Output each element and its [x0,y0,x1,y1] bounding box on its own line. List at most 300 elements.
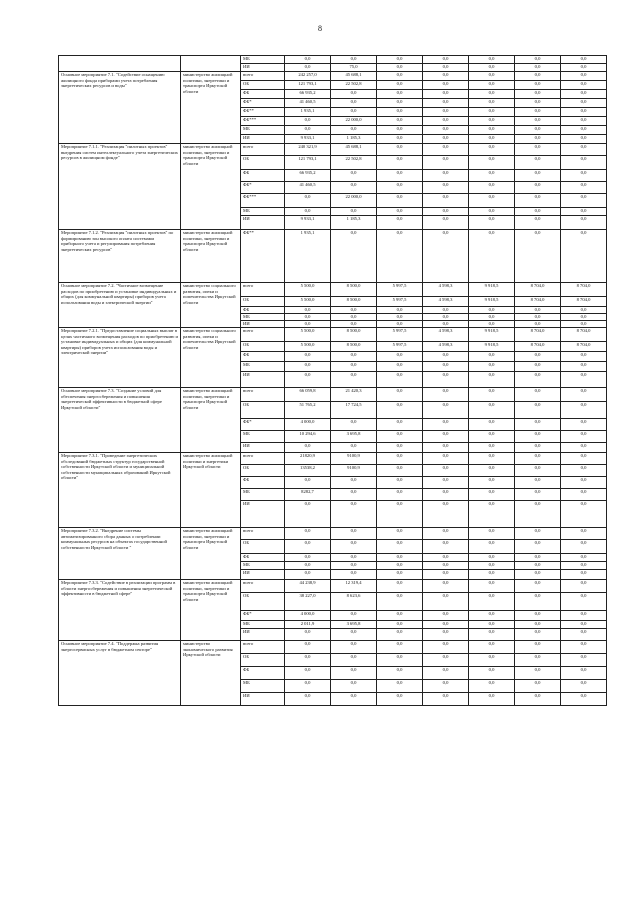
amount-cell: 121 793,1 [285,81,331,90]
funding-source: ОБ [241,593,285,611]
amount-cell: 9 918,5 [469,283,515,297]
amount-cell: 0,0 [377,680,423,693]
amount-cell: 9 918,5 [469,342,515,352]
amount-cell: 0,0 [377,64,423,72]
amount-cell: 0,0 [515,90,561,99]
amount-cell: 1 185,3 [331,216,377,230]
funding-source: МБ [241,126,285,135]
amount-cell: 0,0 [285,126,331,135]
amount-cell: 0,0 [377,208,423,216]
funding-source: ФБ [241,170,285,182]
amount-cell: 0,0 [469,108,515,117]
amount-cell: 0,0 [285,641,331,654]
amount-cell: 0,0 [331,208,377,216]
amount-cell: 4 000,0 [285,611,331,621]
amount-cell: 0,0 [515,216,561,230]
amount-cell: 51 765,2 [285,402,331,419]
funding-source: МБ [241,56,285,64]
amount-cell: 0,0 [331,321,377,328]
funding-source: ОБ [241,342,285,352]
amount-cell: 0,0 [285,117,331,126]
amount-cell: 0,0 [469,680,515,693]
amount-cell: 0,0 [423,419,469,431]
amount-cell: 0,0 [423,402,469,419]
amount-cell: 0,0 [377,489,423,501]
amount-cell: 0,0 [377,501,423,528]
amount-cell: 0,0 [331,693,377,706]
amount-cell: 0,0 [285,372,331,388]
responsible-executor [181,56,241,72]
amount-cell: 0,0 [515,680,561,693]
amount-cell: 0,0 [515,352,561,362]
responsible-executor: министерство жилищной политики, энергетики и транспорта Иркутской области [181,580,241,641]
funding-source: ОБ [241,156,285,170]
amount-cell: 0,0 [423,540,469,554]
amount-cell: 0,0 [423,208,469,216]
amount-cell: 21820,9 [285,453,331,465]
amount-cell: 66 059,8 [285,388,331,402]
amount-cell: 0,0 [423,570,469,580]
amount-cell: 0,0 [515,580,561,593]
table-row [59,56,607,64]
funding-source: МБ [241,431,285,443]
amount-cell: 41 460,5 [285,99,331,108]
amount-cell: 0,0 [377,90,423,99]
amount-cell: 8 704,0 [515,328,561,342]
amount-cell: 8 704,0 [515,297,561,307]
amount-cell: 0,0 [377,562,423,570]
amount-cell: 0,0 [469,477,515,489]
amount-cell: 0,0 [331,501,377,528]
amount-cell: 0,0 [469,314,515,321]
amount-cell: 0,0 [331,654,377,667]
amount-cell: 0,0 [469,99,515,108]
amount-cell: 0,0 [423,528,469,540]
amount-cell: 0,0 [377,629,423,641]
funding-source: ИИ [241,443,285,453]
responsible-executor: министерство социального развития, опеки и попечительства Иркутской области [181,283,241,328]
amount-cell: 0,0 [469,629,515,641]
amount-cell: 0,0 [423,580,469,593]
amount-cell: 0,0 [285,667,331,680]
amount-cell: 0,0 [561,570,607,580]
amount-cell: 12 319,4 [331,580,377,593]
amount-cell: 9 918,5 [469,297,515,307]
amount-cell: 0,0 [331,562,377,570]
amount-cell: 0,0 [331,443,377,453]
amount-cell: 0,0 [377,443,423,453]
table-row [59,144,607,156]
amount-cell: 9 933,1 [285,135,331,144]
amount-cell: 0,0 [515,465,561,477]
amount-cell: 0,0 [331,540,377,554]
amount-cell: 0,0 [561,117,607,126]
funding-source: ОБ [241,540,285,554]
activity-name: Основное мероприятие 7.2. "Частичное возмещение расходов по приобретению и установке индивидуальных и общих (для коммунальной квартиры) приборов учета использования воды и электрической энергии" [59,283,181,328]
amount-cell: 0,0 [469,90,515,99]
funding-source: ФБ [241,554,285,562]
amount-cell: 0,0 [561,135,607,144]
funding-source: ИИ [241,216,285,230]
amount-cell: 0,0 [285,554,331,562]
amount-cell: 9100,9 [331,453,377,465]
amount-cell: 0,0 [515,208,561,216]
amount-cell: 0,0 [423,667,469,680]
amount-cell: 0,0 [515,489,561,501]
amount-cell: 240 321,9 [285,144,331,156]
funding-source: всего [241,72,285,81]
amount-cell: 0,0 [561,372,607,388]
amount-cell: 0,0 [377,465,423,477]
amount-cell: 0,0 [423,477,469,489]
amount-cell: 8 704,0 [515,283,561,297]
amount-cell: 0,0 [469,208,515,216]
activity-name: Мероприятие 7.1.2. "Реализация "пилотных проектов" по формированию зон высокого оплата системами приборного учета и регулирования потребления энергетических ресурсов" [59,230,181,283]
amount-cell: 0,0 [561,144,607,156]
page-number: 8 [318,24,322,33]
amount-cell: 0,0 [515,593,561,611]
amount-cell: 0,0 [469,693,515,706]
responsible-executor: министерство социального развития, опеки и попечительства Иркутской области [181,328,241,388]
amount-cell: 0,0 [377,693,423,706]
table-row [59,580,607,593]
amount-cell: 0,0 [469,135,515,144]
amount-cell: 0,0 [423,388,469,402]
amount-cell: 0,0 [561,419,607,431]
amount-cell: 0,0 [423,362,469,372]
amount-cell: 0,0 [423,562,469,570]
amount-cell: 0,0 [469,117,515,126]
amount-cell: 0,0 [285,501,331,528]
amount-cell: 0,0 [377,477,423,489]
amount-cell: 45 688,1 [331,72,377,81]
amount-cell: 0,0 [469,611,515,621]
amount-cell: 8 704,0 [561,342,607,352]
amount-cell: 0,0 [561,431,607,443]
amount-cell: 0,0 [515,693,561,706]
funding-source: всего [241,283,285,297]
amount-cell: 0,0 [377,593,423,611]
amount-cell: 0,0 [331,126,377,135]
amount-cell: 0,0 [561,629,607,641]
amount-cell: 0,0 [469,621,515,629]
amount-cell: 0,0 [285,194,331,208]
funding-source: МБ [241,562,285,570]
table-row [59,283,607,297]
amount-cell: 0,0 [331,182,377,194]
amount-cell: 0,0 [331,489,377,501]
table-row [59,453,607,465]
amount-cell: 5 997,5 [377,342,423,352]
amount-cell: 0,0 [561,611,607,621]
amount-cell: 0,0 [377,641,423,654]
amount-cell: 0,0 [377,72,423,81]
amount-cell: 0,0 [423,194,469,208]
amount-cell: 0,0 [561,489,607,501]
activity-name: Мероприятие 7.3.2. "Внедрение системы автоматизированного сбора данных о потреблении коммунальных ресурсов на объектах государственной собственности Иркутской области " [59,528,181,580]
amount-cell: 0,0 [331,528,377,540]
amount-cell: 0,0 [377,216,423,230]
amount-cell: 0,0 [469,81,515,90]
table-row [59,528,607,540]
funding-source: всего [241,328,285,342]
amount-cell: 0,0 [423,99,469,108]
amount-cell: 0,0 [515,570,561,580]
amount-cell: 0,0 [515,362,561,372]
amount-cell: 0,0 [423,501,469,528]
amount-cell: 0,0 [377,108,423,117]
amount-cell: 0,0 [423,611,469,621]
amount-cell: 0,0 [285,56,331,64]
amount-cell: 0,0 [423,431,469,443]
amount-cell: 0,0 [423,314,469,321]
amount-cell: 0,0 [331,570,377,580]
amount-cell: 0,0 [561,156,607,170]
responsible-executor: министерство жилищной политики, энергетики и транспорта Иркутской области [181,144,241,230]
amount-cell: 0,0 [331,641,377,654]
amount-cell: 0,0 [469,554,515,562]
activity-name: Мероприятие 7.3.3. "Содействие в реализации программ в области энергосбережения и повышения энергетической эффективности в бюджетной сфере" [59,580,181,641]
amount-cell: 0,0 [285,208,331,216]
funding-source: ФБ [241,477,285,489]
amount-cell: 0,0 [515,170,561,182]
amount-cell: 0,0 [469,352,515,362]
amount-cell: 0,0 [515,56,561,64]
amount-cell: 0,0 [423,693,469,706]
amount-cell: 0,0 [377,528,423,540]
funding-source: ФБ* [241,99,285,108]
amount-cell: 0,0 [331,170,377,182]
amount-cell: 0,0 [515,443,561,453]
amount-cell: 0,0 [561,108,607,117]
amount-cell: 0,0 [377,453,423,465]
amount-cell: 0,0 [423,182,469,194]
amount-cell: 0,0 [423,216,469,230]
amount-cell: 1 935,1 [285,230,331,283]
amount-cell: 0,0 [377,321,423,328]
amount-cell: 0,0 [561,680,607,693]
amount-cell: 0,0 [331,90,377,99]
amount-cell: 0,0 [377,667,423,680]
amount-cell: 0,0 [515,667,561,680]
amount-cell: 5 500,0 [285,328,331,342]
responsible-executor: министерство жилищной политики и энергетики Иркутской области [181,453,241,528]
amount-cell: 0,0 [515,611,561,621]
amount-cell: 4 598,3 [423,342,469,352]
amount-cell: 0,0 [377,554,423,562]
amount-cell: 0,0 [561,654,607,667]
amount-cell: 0,0 [561,230,607,283]
amount-cell: 0,0 [515,126,561,135]
amount-cell: 0,0 [377,135,423,144]
amount-cell: 0,0 [285,477,331,489]
amount-cell: 0,0 [331,56,377,64]
amount-cell: 0,0 [561,170,607,182]
amount-cell: 0,0 [469,372,515,388]
amount-cell: 0,0 [515,108,561,117]
amount-cell: 0,0 [377,194,423,208]
amount-cell: 0,0 [469,216,515,230]
amount-cell: 0,0 [469,570,515,580]
amount-cell: 0,0 [561,667,607,680]
amount-cell: 0,0 [469,388,515,402]
amount-cell: 0,0 [469,182,515,194]
amount-cell: 66 935,2 [285,90,331,99]
amount-cell: 0,0 [469,402,515,419]
amount-cell: 0,0 [469,528,515,540]
table-row [59,328,607,342]
amount-cell: 4 598,3 [423,328,469,342]
activity-name: Мероприятие 7.3.1. "Проведение энергетических обследований бюджетных структур государственной собственности Иркутской области и муниципальной собственности муниципальных образований Иркутской области" [59,453,181,528]
funding-source: МБ [241,362,285,372]
amount-cell: 0,0 [469,144,515,156]
amount-cell: 0,0 [377,126,423,135]
amount-cell: 0,0 [469,56,515,64]
amount-cell: 8 704,0 [561,283,607,297]
funding-source: ОБ [241,81,285,90]
amount-cell: 0,0 [377,388,423,402]
amount-cell: 0,0 [561,126,607,135]
amount-cell: 0,0 [515,81,561,90]
amount-cell: 0,0 [515,621,561,629]
amount-cell: 0,0 [515,629,561,641]
amount-cell: 41 460,5 [285,182,331,194]
amount-cell: 0,0 [469,580,515,593]
amount-cell: 0,0 [469,562,515,570]
amount-cell: 8 500,0 [331,328,377,342]
amount-cell: 75,0 [331,64,377,72]
amount-cell: 0,0 [285,528,331,540]
amount-cell: 0,0 [423,56,469,64]
funding-source: ИИ [241,693,285,706]
responsible-executor: министерство жилищной политики, энергетики и транспорта Иркутской области [181,230,241,283]
table-row [59,230,607,283]
amount-cell: 0,0 [515,388,561,402]
amount-cell: 0,0 [561,540,607,554]
amount-cell: 8 623,6 [331,593,377,611]
amount-cell: 0,0 [423,170,469,182]
amount-cell: 0,0 [377,117,423,126]
amount-cell: 0,0 [377,170,423,182]
amount-cell: 0,0 [423,629,469,641]
amount-cell: 0,0 [285,352,331,362]
amount-cell: 0,0 [469,64,515,72]
amount-cell: 0,0 [469,501,515,528]
amount-cell: 0,0 [423,593,469,611]
amount-cell: 0,0 [515,453,561,465]
amount-cell: 0,0 [285,654,331,667]
amount-cell: 0,0 [285,680,331,693]
amount-cell: 0,0 [377,540,423,554]
funding-source: ФБ** [241,108,285,117]
amount-cell: 0,0 [469,72,515,81]
amount-cell: 0,0 [423,680,469,693]
amount-cell: 0,0 [515,501,561,528]
amount-cell: 0,0 [331,99,377,108]
amount-cell: 3 695,8 [331,621,377,629]
amount-cell: 13538,2 [285,465,331,477]
amount-cell: 3 695,8 [331,431,377,443]
amount-cell: 0,0 [423,489,469,501]
amount-cell: 0,0 [515,135,561,144]
funding-source: всего [241,453,285,465]
amount-cell: 0,0 [377,182,423,194]
amount-cell: 0,0 [469,489,515,501]
amount-cell: 1 935,1 [285,108,331,117]
amount-cell: 1 185,3 [331,135,377,144]
amount-cell: 0,0 [561,562,607,570]
amount-cell: 0,0 [561,693,607,706]
amount-cell: 66 935,2 [285,170,331,182]
funding-source: МБ [241,208,285,216]
amount-cell: 0,0 [285,693,331,706]
funding-source: всего [241,528,285,540]
amount-cell: 0,0 [331,307,377,314]
funding-source: МБ [241,621,285,629]
amount-cell: 0,0 [515,64,561,72]
funding-source: ФБ [241,307,285,314]
amount-cell: 0,0 [331,680,377,693]
amount-cell: 0,0 [377,654,423,667]
amount-cell: 0,0 [285,629,331,641]
amount-cell: 0,0 [331,230,377,283]
amount-cell: 9100,9 [331,465,377,477]
amount-cell: 0,0 [423,144,469,156]
amount-cell: 0,0 [285,321,331,328]
table-row [59,641,607,654]
amount-cell: 0,0 [561,56,607,64]
amount-cell: 4 000,0 [285,419,331,431]
amount-cell: 0,0 [515,431,561,443]
amount-cell: 242 257,0 [285,72,331,81]
amount-cell: 0,0 [377,431,423,443]
amount-cell: 0,0 [423,654,469,667]
amount-cell: 0,0 [561,362,607,372]
amount-cell: 0,0 [331,352,377,362]
amount-cell: 0,0 [561,321,607,328]
amount-cell: 0,0 [561,402,607,419]
amount-cell: 0,0 [377,580,423,593]
amount-cell: 0,0 [561,465,607,477]
funding-source: ФБ* [241,182,285,194]
amount-cell: 0,0 [285,562,331,570]
funding-source: ИИ [241,570,285,580]
funding-source: МБ [241,489,285,501]
amount-cell: 0,0 [561,621,607,629]
amount-cell: 121 793,1 [285,156,331,170]
amount-cell: 44 238,9 [285,580,331,593]
amount-cell: 0,0 [561,99,607,108]
funding-source: ОБ [241,402,285,419]
amount-cell: 0,0 [377,352,423,362]
amount-cell: 0,0 [423,90,469,99]
amount-cell: 0,0 [561,194,607,208]
amount-cell: 0,0 [377,99,423,108]
amount-cell: 8 704,0 [561,297,607,307]
amount-cell: 0,0 [515,477,561,489]
amount-cell: 0,0 [469,126,515,135]
amount-cell: 0,0 [469,321,515,328]
amount-cell: 5 997,5 [377,297,423,307]
amount-cell: 45 688,1 [331,144,377,156]
table-body [59,56,607,706]
activity-name: Основное мероприятие 7.4. "Поддержка развития энергосервисных услуг в бюджетном секторе" [59,641,181,706]
responsible-executor: министерство жилищной политики, энергетики и транспорта Иркутской области [181,72,241,144]
activity-name: Основное мероприятие 7.3. "Создание условий для обеспечения энергосбережения и повышения энергетической эффективности в бюджетной сфере Иркутской области" [59,388,181,453]
amount-cell: 0,0 [561,307,607,314]
amount-cell: 0,0 [469,443,515,453]
amount-cell: 0,0 [515,540,561,554]
